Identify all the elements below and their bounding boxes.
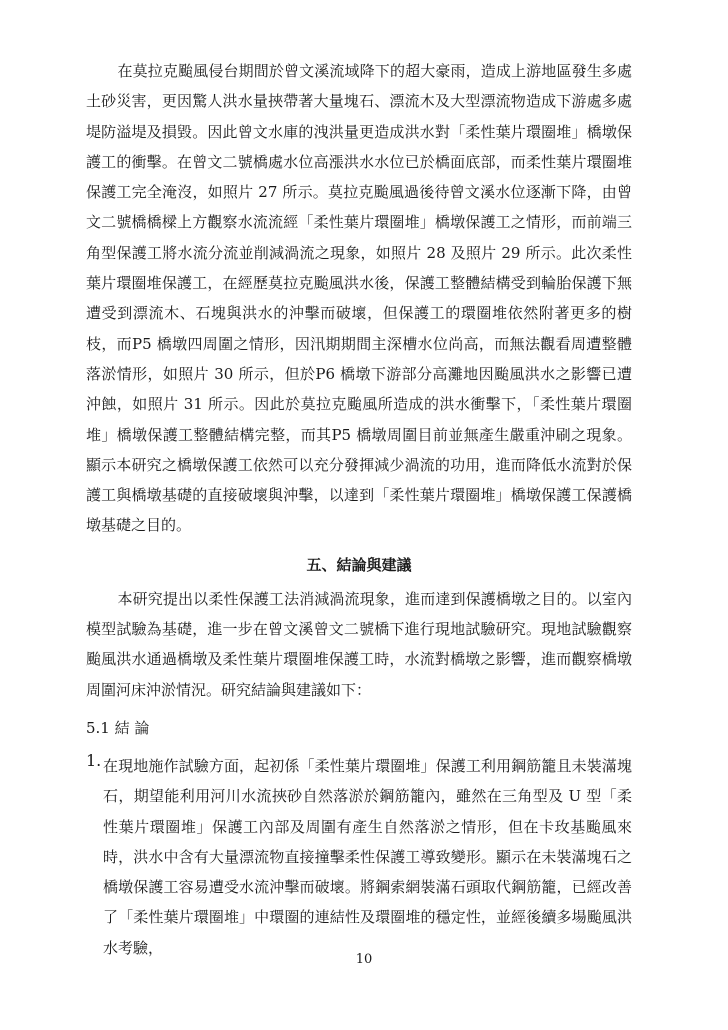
list-item-text: 在現地施作試驗方面，起初係「柔性葉片環圈堆」保護工利用鋼筋籠且未裝滿塊石，期望能利用河川水流挾砂自然落淤於鋼筋籠內，雖然在三角型及 U 型「柔性葉片環圈堆」保護工內部及周圍有產生自然落淤之情形，但在卡玫基颱風來時，洪水中含有大量漂流物直接撞擊柔性保護工導致變形。顯示在未裝滿塊石之橋墩保護工容易遭受水流沖擊而破壞。將鋼索網裝滿石頭取代鋼筋籠，已經改善了「柔性葉片環圈堆」中環圈的連結性及環圈堆的穩定性，並經後續多場颱風洪水考驗，: [103, 756, 632, 957]
subsection-title: 5.1 結 論: [86, 718, 150, 737]
page-number: 10: [355, 952, 373, 967]
section-heading: 五、結論與建議: [306, 555, 412, 574]
list-item-number: 1.: [86, 750, 102, 770]
list-item: [86, 751, 632, 963]
body-paragraph-intro: 本研究提出以柔性保護工法消減渦流現象，進而達到保護橋墩之目的。以室內模型試驗為基礎，進一步在曾文溪曾文二號橋下進行現地試驗研究。現地試驗觀察颱風洪水通過橋墩及柔性葉片環圈堆保護工時，水流對橋墩之影響，進而觀察橋墩周圍河床沖淤情況。研究結論與建議如下：: [86, 589, 632, 699]
document-page: [86, 56, 632, 963]
body-paragraph-morakot: 在莫拉克颱風侵台期間於曾文溪流域降下的超大豪雨，造成上游地區發生多處土砂災害，更因驚人洪水量挾帶著大量塊石、漂流木及大型漂流物造成下游處多處堤防溢堤及損毀。因此曾文水庫的洩洪量更造成洪水對「柔性葉片環圈堆」橋墩保護工的衝擊。在曾文二號橋處水位高漲洪水水位已於橋面底部，而柔性葉片環圈堆保護工完全淹沒，如照片 27 所示。莫拉克颱風過後待曾文溪水位逐漸下降，由曾文二號橋橋樑上方觀察水流流經「柔性葉片環圈堆」橋墩保護工之情形，而前端三角型保護工將水流分流並削減渦流之現象，如照片 28 及照片 29 所示。此次柔性葉片環圈堆保護工，在經歷莫拉克颱風洪水後，保護工整體結構受到輪胎保護下無遭受到漂流木、石塊與洪水的沖擊而破壞，但保護工的環圈堆依然附著更多的樹枝，而P5 橋墩四周圍之情形，因汛期期間主深槽水位尚高，而無法觀看周遭整體落淤情形，如照片 30 所示，但於P6 橋墩下游部分高灘地因颱風洪水之影響已遭沖蝕，如照片 31 所示。因此於莫拉克颱風所造成的洪水衝擊下，「柔性葉片環圈堆」橋墩保護工整體結構完整，而其P5 橋墩周圍目前並無產生嚴重沖刷之現象。顯示本研究之橋墩保護工依然可以充分發揮減少渦流的功用，進而降低水流對於保護工與橋墩基礎的直接破壞與沖擊，以達到「柔性葉片環圈堆」橋墩保護工保護橋墩基礎之目的。: [86, 62, 632, 535]
